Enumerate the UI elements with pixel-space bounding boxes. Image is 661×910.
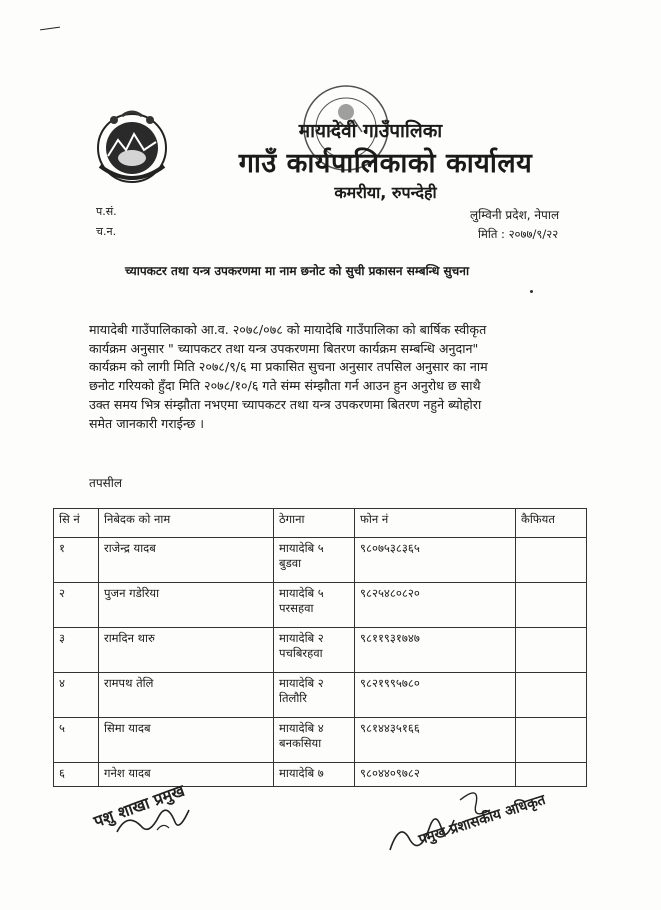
address-line: बनकसिया	[279, 736, 322, 750]
table-header-row	[54, 509, 587, 538]
address-line: बुडवा	[279, 556, 302, 570]
address-line: मायादेबि ७	[279, 766, 324, 780]
cell-remarks	[516, 673, 587, 718]
address-line: तिलौरि	[279, 691, 307, 705]
office-address: कमरीया, रुपन्देही	[334, 183, 437, 202]
cell-address	[274, 628, 355, 673]
cell-serial: ६	[54, 763, 99, 787]
province-label: लुम्विनी प्रदेश, नेपाल	[470, 208, 560, 222]
address-line: मायादेबि ४	[279, 721, 324, 735]
cell-address	[274, 583, 355, 628]
signatory-title-left: पशु शाखा प्रमुख	[91, 780, 188, 832]
table-row	[54, 583, 587, 628]
cell-phone: ९८२१९९५७८०	[355, 673, 516, 718]
office-name: गाउँ कार्यपालिकाको कार्यालय	[238, 148, 533, 179]
address-line: परसहवा	[279, 601, 314, 615]
col-remarks: कैफियत	[516, 509, 587, 538]
cell-address	[274, 673, 355, 718]
cell-serial: २	[54, 583, 99, 628]
cell-phone: ९८२५४८०८२०	[355, 583, 516, 628]
corner-mark	[40, 27, 60, 31]
body-line: कार्यक्रम को लागी मिति २०७८/९/६ मा प्रकासित सुचना अनुसार तपसिल अनुसार का नाम	[89, 359, 488, 375]
table-row	[54, 718, 587, 763]
table-row	[54, 628, 587, 673]
cell-name: गनेश यादब	[99, 763, 274, 787]
col-serial: सि नं	[54, 509, 99, 538]
address-line: मायादेबि ५	[279, 541, 324, 555]
letter-date: मिति : २०७७/९/२२	[478, 227, 559, 241]
cell-name: पुजन गडेरिया	[99, 583, 274, 628]
dispatch-number-label: च.न.	[96, 225, 117, 238]
cell-phone: ९८११९३१७४७	[355, 628, 516, 673]
cell-remarks	[516, 628, 587, 673]
address-line: पचबिरहवा	[279, 646, 323, 660]
signatory-title-right: प्रमुख प्रशासकीय अधिकृत	[416, 791, 548, 849]
reference-number-label: प.सं.	[96, 205, 117, 218]
cell-phone: ९८१४४३५१६६	[355, 718, 516, 763]
cell-address	[274, 538, 355, 583]
cell-remarks	[516, 538, 587, 583]
details-label: तपसील	[89, 476, 123, 490]
cell-phone: ९८०४४०९७८२	[355, 763, 516, 787]
ink-dot	[530, 290, 533, 293]
body-line: छनोट गरियको हुँदा मिति २०७८/१०/६ गते संम्म संम्झौता गर्न आउन हुन अनुरोध छ साथै	[89, 378, 481, 394]
cell-remarks	[516, 718, 587, 763]
address-line: मायादेबि २	[279, 676, 324, 690]
cell-name: रामपथ तेलि	[99, 673, 274, 718]
address-line: मायादेबि २	[279, 631, 324, 645]
cell-serial: ४	[54, 673, 99, 718]
cell-address	[274, 718, 355, 763]
notice-body	[89, 321, 609, 433]
cell-name: रामदिन थारु	[99, 628, 274, 673]
cell-serial: १	[54, 538, 99, 583]
body-line: कार्यक्रम अनुसार " च्यापकटर तथा यन्त्र उपकरणमा बितरण कार्यक्रम सम्बन्धि अनुदान"	[89, 340, 479, 356]
table-row	[54, 538, 587, 583]
body-line: मायादेबी गाउँपालिकाको आ.व. २०७८/०७८ को मायादेबि गाउँपालिका को बार्षिक स्वीकृत	[89, 322, 487, 337]
selected-applicants-table	[53, 508, 587, 787]
table-row	[54, 673, 587, 718]
notice-subject: च्यापकटर तथा यन्त्र उपकरणमा मा नाम छनोट को सुची प्रकासन सम्बन्धि सुचना	[125, 264, 470, 278]
col-name: निबेदक को नाम	[99, 509, 274, 538]
cell-name: सिमा यादब	[99, 718, 274, 763]
body-line: उक्त समय भित्र संम्झौता नभएमा च्यापकटर तथा यन्त्र उपकरणमा बितरण नहुने ब्योहोरा	[89, 396, 482, 412]
cell-serial: ३	[54, 628, 99, 673]
municipality-name: मायादेवी गाउँपालिका	[298, 120, 443, 142]
address-line: मायादेबि ५	[279, 586, 324, 600]
col-address: ठेगाना	[274, 509, 355, 538]
cell-remarks	[516, 583, 587, 628]
body-line: समेत जानकारी गराईन्छ ।	[89, 415, 205, 431]
cell-serial: ५	[54, 718, 99, 763]
col-phone: फोन नं	[355, 509, 516, 538]
cell-address	[274, 763, 355, 787]
cell-phone: ९८०७५३८३६५	[355, 538, 516, 583]
cell-name: राजेन्द्र यादब	[99, 538, 274, 583]
